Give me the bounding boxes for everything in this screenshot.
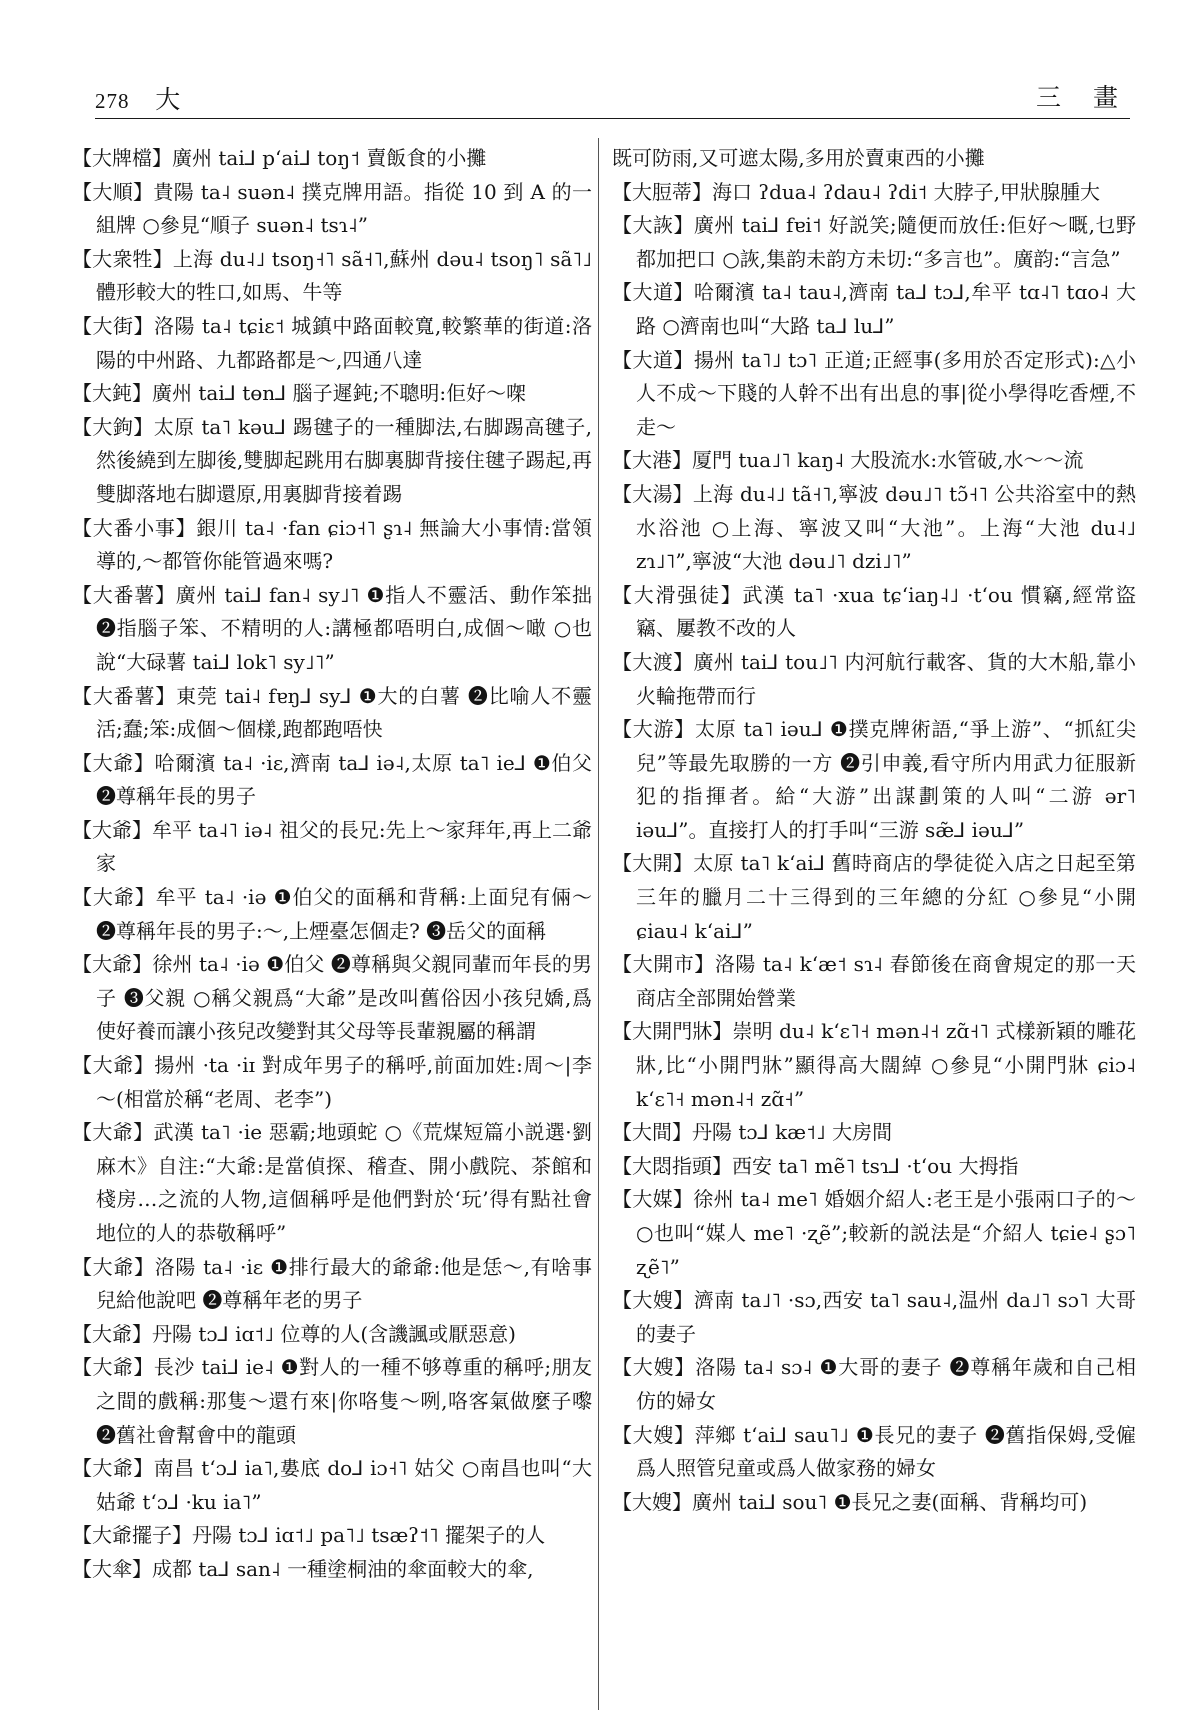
entry: 【大番薯】廣州 tai⅃ fan˨ sy˩˥ ❶指人不靈活、動作笨拙 ❷指腦子笨、不精明的人:講極都唔明白,成個～噉 ○也說“大碌薯 tai⅃ lok˥ sy˩˥”	[72, 582, 592, 674]
entry: 【大番小事】銀川 ta˨ ·fan ɕiɔ˧˥ ʂɿ˨ 無論大小事情:當領導的,～都管你能管過來嗎?	[72, 515, 592, 574]
entry: 【大開】太原 ta˥ kʻai⅃ 舊時商店的學徒從入店之日起至第三年的臘月二十三得到的三年總的分紅 ○參見“小開 ɕiau˨ kʻai⅃”	[612, 851, 1136, 943]
entry: 【大順】貴陽 ta˨ suən˨ 撲克牌用語。指從 10 到 A 的一組牌 ○參見“順子 suən˨ tsɿ˨”	[72, 179, 592, 238]
entry: 【大媒】徐州 ta˨ me˥ 婚姻介紹人:老王是小張兩口子的～ ○也叫“媒人 me˥ ·ʐẽ”;較新的説法是“介紹人 tɕie˨ ʂɔ˥ ʐẽ˥”	[612, 1187, 1136, 1279]
section-label: 三 畫	[1036, 83, 1130, 112]
entry: 【大港】厦門 tua˩˥ kaŋ˨ 大股流水:水管破,水～～流	[612, 448, 1084, 473]
entry: 【大詼】廣州 tai⅃ fɐi˦ 好説笑;隨便而放任:佢好～嘅,乜野都加把口 ○詼,集韵未韵方未切:“多言也”。廣韵:“言急”	[612, 213, 1136, 271]
entry: 【大道】揚州 ta˥˩ tɔ˥ 正道;正經事(多用於否定形式):△小人不成～下賤的人幹不出有出息的事|從小學得吃香煙,不走～	[612, 347, 1136, 439]
entry: 【大開門牀】崇明 du˨ kʻɛ˥˧ mən˨˧ zɑ̃˧˥ 式樣新穎的雕花牀,比“小開門牀”顯得高大闊綽 ○參見“小開門牀 ɕiɔ˨ kʻɛ˥˧ mən˨˧ zɑ̃˧”	[612, 1019, 1136, 1111]
entry: 【大爺】揚州 ·ta ·iɪ 對成年男子的稱呼,前面加姓:周～|李～(相當於稱“老周、老李”)	[72, 1053, 592, 1111]
entry: 【大爺】洛陽 ta˨ ·iɛ ❶排行最大的爺爺:他是恁～,有啥事兒給他說吧 ❷尊稱年老的男子	[72, 1254, 592, 1313]
entry: 【大鈍】廣州 tai⅃ tɵn⅃ 腦子遲鈍;不聰明:佢好～㗎	[72, 381, 527, 406]
entry: 【大嫂】萍鄉 tʻai⅃ sau˥˩ ❶長兄的妻子 ❷舊指保姆,受僱爲人照管兒童或爲人做家務的婦女	[612, 1422, 1136, 1481]
page-number: 278	[95, 89, 130, 113]
entry: 【大湯】上海 du˨˩ tã˧˥,寧波 dəu˩˥ tɔ̃˧˥ 公共浴室中的熱水浴池 ○上海、寧波又叫“大池”。上海“大池 du˨˩ zɿ˩˥”,寧波“大池 dəu˩˥ dzi˩˥”	[612, 481, 1136, 574]
header-rule	[95, 118, 1130, 119]
entry: 【大衆牲】上海 du˨˩ tsoŋ˧˥ sã˧˥,蘇州 dəu˨ tsoŋ˥ sã˥˩ 體形較大的牲口,如馬、牛等	[72, 246, 592, 305]
entry: 【大嫂】廣州 tai⅃ sou˥ ❶長兄之妻(面稱、背稱均可)	[612, 1489, 1088, 1514]
page-header	[95, 80, 1130, 120]
entry: 【大滑强徒】武漢 ta˥ ·xua tɕʻiaŋ˨˩ ·tʻou 慣竊,經常盜竊、屢教不改的人	[612, 582, 1136, 641]
entry: 【大爺】牟平 ta˨˥ iə˨ 祖父的長兄:先上～家拜年,再上二爺家	[72, 817, 592, 876]
entry: 【大開市】洛陽 ta˨ kʻæ˦ sɿ˨ 春節後在商會規定的那一天商店全部開始營業	[612, 952, 1136, 1010]
entry: 【大悶指頭】西安 ta˥ mẽ˥ tsɿ⅃ ·tʻou 大拇指	[612, 1153, 1019, 1178]
entry: 【大爺】武漢 ta˥ ·ie 惡霸;地頭蛇 ○《荒煤短篇小説選·劉麻木》自注:“大爺:是當偵探、稽查、開小戲院、茶館和棧房…之流的人物,這個稱呼是他們對於‘玩’得有點社會地位的人的恭敬稱呼”	[72, 1120, 592, 1245]
entry: 既可防雨,又可遮太陽,多用於賣東西的小攤	[612, 146, 985, 170]
entry: 【大渡】廣州 tai⅃ tou˩˥ 内河航行載客、貨的大木船,靠小火輪拖帶而行	[612, 649, 1136, 708]
entry: 【大嫂】濟南 ta˩˥ ·sɔ,西安 ta˥ sau˨,温州 da˩˥ sɔ˥ 大哥的妻子	[612, 1288, 1136, 1346]
entry: 【大道】哈爾濱 ta˨ tau˨,濟南 ta⅃ tɔ⅃,牟平 tɑ˨˥ tɑo˨ 大路 ○濟南也叫“大路 ta⅃ lu⅃”	[612, 280, 1136, 338]
right-column	[612, 142, 1136, 1519]
entry: 【大爺擺子】丹陽 tɔ⅃ iɑ˦˩ pa˥˩ tsæʔ˦˥ 擺架子的人	[72, 1523, 546, 1548]
entry: 【大鉤】太原 ta˥ kəu⅃ 踢毽子的一種脚法,右脚踢高毽子,然後繞到左脚後,雙脚起跳用右脚裏脚背接住毽子踢起,再雙脚落地右脚還原,用裏脚背接着踢	[72, 414, 592, 506]
entry: 【大間】丹陽 tɔ⅃ kæ˦˩ 大房間	[612, 1120, 893, 1145]
column-divider	[598, 138, 599, 1710]
entry: 【大脰蒂】海口 ʔdua˨ ʔdau˨ ʔdi˦ 大脖子,甲狀腺腫大	[612, 179, 1100, 204]
entry: 【大傘】成都 ta⅃ san˨ 一種塗桐油的傘面較大的傘,	[72, 1556, 534, 1581]
head-character: 大	[155, 85, 182, 114]
entry: 【大嫂】洛陽 ta˨ sɔ˨ ❶大哥的妻子 ❷尊稱年歲和自己相仿的婦女	[612, 1355, 1136, 1413]
page-header-left	[95, 80, 181, 116]
entry: 【大爺】南昌 tʻɔ⅃ ia˥,婁底 do⅃ iɔ˧˥ 姑父 ○南昌也叫“大姑爺 tʻɔ⅃ ·ku ia˥”	[72, 1456, 592, 1514]
entry: 【大牌檔】廣州 tai⅃ pʻai⅃ toŋ˦ 賣飯食的小攤	[72, 146, 487, 170]
entry: 【大街】洛陽 ta˨ tɕiɛ˦ 城鎮中路面較寬,較繁華的街道:洛陽的中州路、九都路都是～,四通八達	[72, 313, 592, 372]
entry: 【大爺】牟平 ta˨ ·iə ❶伯父的面稱和背稱:上面兒有倆～ ❷尊稱年長的男子:～,上煙臺怎個走? ❸岳父的面稱	[72, 885, 592, 943]
entry: 【大游】太原 ta˥ iəu⅃ ❶撲克牌術語,“爭上游”、“抓紅尖兒”等最先取勝的一方 ❷引申義,看守所内用武力征服新犯的指揮者。給“大游”出謀劃策的人叫“二游 ər˥ iəu⅃”。直接打人的打手叫“三游 sæ̃⅃ iəu⅃”	[612, 717, 1136, 842]
entry: 【大爺】丹陽 tɔ⅃ iɑ˦˩ 位尊的人(含譏諷或厭惡意)	[72, 1321, 516, 1346]
left-column	[72, 142, 592, 1587]
entry: 【大番薯】東莞 tai˨ fɐŋ⅃ sy⅃ ❶大的白薯 ❷比喻人不靈活;蠢;笨:成個～個樣,跑都跑唔快	[72, 683, 592, 742]
entry: 【大爺】哈爾濱 ta˨ ·iɛ,濟南 ta⅃ iə˨,太原 ta˥ ie⅃ ❶伯父 ❷尊稱年長的男子	[72, 750, 592, 809]
entry: 【大爺】長沙 tai⅃ ie˨ ❶對人的一種不够尊重的稱呼;朋友之間的戲稱:那隻～還冇來|你咯隻～咧,咯客氣做麼子嚟 ❷舊社會幫會中的龍頭	[72, 1355, 592, 1447]
entry: 【大爺】徐州 ta˨ ·iə ❶伯父 ❷尊稱與父親同輩而年長的男子 ❸父親 ○稱父親爲“大爺”是改叫舊俗因小孩兒嬌,爲使好養而讓小孩兒改變對其父母等長輩親屬的稱謂	[72, 952, 592, 1044]
